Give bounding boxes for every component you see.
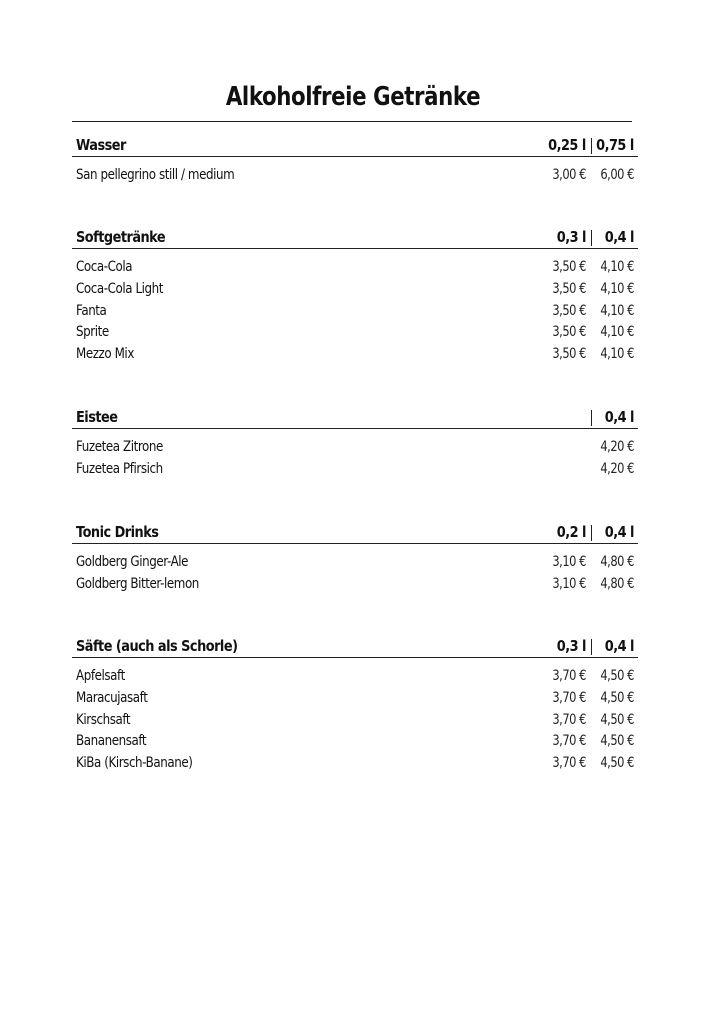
item-name: Fanta <box>76 302 107 319</box>
price-small: 3,00 € <box>552 167 586 183</box>
section-title: Säfte (auch als Schorle) <box>76 637 238 655</box>
price-small: 3,70 € <box>552 668 586 684</box>
menu-item <box>72 279 638 301</box>
item-name: Goldberg Bitter-lemon <box>76 575 199 592</box>
column-divider <box>591 525 592 541</box>
price-large: 4,50 € <box>600 755 634 772</box>
item-name: Bananensaft <box>76 733 147 750</box>
price-large: 4,20 € <box>600 439 634 455</box>
column-divider <box>591 138 592 154</box>
price-small: 3,70 € <box>552 711 586 728</box>
price-small: 3,50 € <box>552 259 586 275</box>
size-column-1: 0,3 l <box>556 228 586 246</box>
size-column-2: 0,4 l <box>604 408 634 426</box>
section-title: Tonic Drinks <box>76 523 159 541</box>
price-large: 4,10 € <box>600 302 634 319</box>
price-small: 3,70 € <box>552 733 586 750</box>
item-name: Mezzo Mix <box>76 346 134 363</box>
item-name: Coca-Cola <box>76 259 133 275</box>
menu-item <box>72 552 638 574</box>
menu-item <box>72 753 638 775</box>
section-header <box>72 635 638 658</box>
size-column-1: 0,3 l <box>556 637 586 655</box>
item-name: Kirschsaft <box>76 711 131 728</box>
item-name: San pellegrino still / medium <box>76 167 235 183</box>
column-divider <box>591 639 592 655</box>
column-divider <box>591 230 592 246</box>
price-small: 3,50 € <box>552 346 586 363</box>
section-title: Wasser <box>76 136 126 154</box>
size-column-1: 0,2 l <box>556 523 586 541</box>
price-small: 3,70 € <box>552 755 586 772</box>
item-name: Sprite <box>76 324 109 341</box>
menu-item <box>72 459 638 481</box>
menu-item <box>72 301 638 323</box>
price-large: 4,50 € <box>600 711 634 728</box>
size-column-2: 0,4 l <box>604 637 634 655</box>
price-small: 3,10 € <box>552 575 586 592</box>
item-name: Coca-Cola Light <box>76 280 164 297</box>
price-small: 3,50 € <box>552 324 586 341</box>
price-large: 6,00 € <box>600 167 634 183</box>
column-divider <box>591 410 592 426</box>
price-large: 4,80 € <box>600 554 634 570</box>
item-name: Apfelsaft <box>76 668 125 684</box>
menu-item <box>72 688 638 710</box>
price-large: 4,10 € <box>600 280 634 297</box>
menu-item <box>72 666 638 688</box>
item-name: Fuzetea Zitrone <box>76 439 163 455</box>
section-saefte <box>72 635 638 775</box>
section-title: Softgetränke <box>76 228 166 246</box>
size-column-1: 0,25 l <box>548 136 586 154</box>
price-large: 4,10 € <box>600 259 634 275</box>
section-tonic-drinks <box>72 521 638 596</box>
price-large: 4,50 € <box>600 689 634 706</box>
price-large: 4,10 € <box>600 324 634 341</box>
menu-item <box>72 731 638 753</box>
menu-item <box>72 344 638 366</box>
section-header <box>72 521 638 544</box>
size-column-2: 0,4 l <box>604 228 634 246</box>
price-large: 4,50 € <box>600 733 634 750</box>
price-small: 3,70 € <box>552 689 586 706</box>
item-name: Fuzetea Pfirsich <box>76 460 163 477</box>
section-header <box>72 134 638 157</box>
price-small: 3,10 € <box>552 554 586 570</box>
section-wasser <box>72 134 638 187</box>
price-small: 3,50 € <box>552 302 586 319</box>
section-title: Eistee <box>76 408 118 426</box>
item-name: Goldberg Ginger-Ale <box>76 554 189 570</box>
page-title: Alkoholfreie Getränke <box>225 82 481 112</box>
section-header <box>72 226 638 249</box>
size-column-2: 0,75 l <box>596 136 634 154</box>
menu-item <box>72 574 638 596</box>
menu-item <box>72 437 638 459</box>
item-name: Maracujasaft <box>76 689 148 706</box>
price-large: 4,10 € <box>600 346 634 363</box>
item-name: KiBa (Kirsch-Banane) <box>76 755 193 772</box>
price-large: 4,50 € <box>600 668 634 684</box>
section-softgetraenke <box>72 226 638 366</box>
price-large: 4,20 € <box>600 460 634 477</box>
menu-item <box>72 165 638 187</box>
menu-item <box>72 710 638 732</box>
section-eistee <box>72 406 638 481</box>
title-divider <box>72 121 632 122</box>
section-header <box>72 406 638 429</box>
price-large: 4,80 € <box>600 575 634 592</box>
price-small: 3,50 € <box>552 280 586 297</box>
size-column-2: 0,4 l <box>604 523 634 541</box>
menu-item <box>72 257 638 279</box>
menu-item <box>72 322 638 344</box>
